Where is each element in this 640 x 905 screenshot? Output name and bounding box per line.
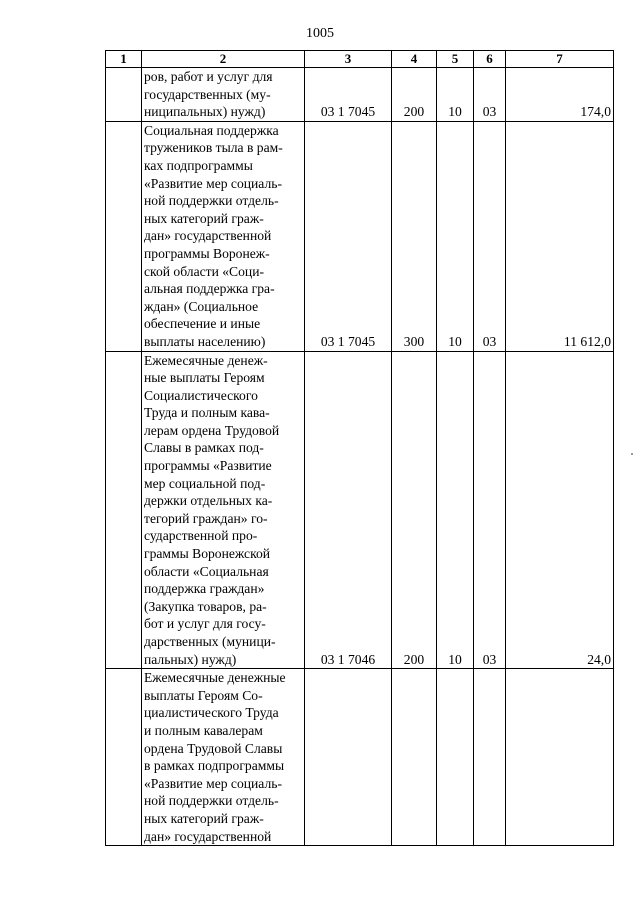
table-row: [106, 121, 614, 351]
description-line: ной поддержки отдель-: [144, 793, 279, 809]
description-line: ниципальных) нужд): [144, 104, 266, 120]
description-line: обеспечение и иные: [144, 316, 261, 332]
col5-cell: [437, 669, 474, 846]
description-cell: [142, 669, 305, 846]
description-line: (Закупка товаров, ра-: [144, 598, 267, 614]
description-line: бот и услуг для госу-: [144, 616, 266, 632]
description-line: дан» государственной: [144, 228, 272, 244]
description-cell: [142, 68, 305, 122]
description-line: государственных (му-: [144, 86, 271, 102]
col4-cell: [392, 669, 437, 846]
description-line: Труда и полным кава-: [144, 405, 270, 421]
col4-cell: 200: [392, 68, 437, 122]
amount-cell: [506, 669, 614, 846]
description-line: ров, работ и услуг для: [144, 69, 273, 84]
description-line: сударственной про-: [144, 528, 258, 544]
budget-table: [105, 50, 614, 846]
description-line: тружеников тыла в рам-: [144, 140, 283, 156]
description-line: области «Социальная: [144, 563, 269, 579]
row-number-cell: [106, 669, 142, 846]
row-number-cell: [106, 351, 142, 669]
table-row: [106, 351, 614, 669]
description-line: ской области «Соци-: [144, 263, 264, 279]
header-col-7: 7: [506, 51, 614, 68]
header-col-5: 5: [437, 51, 474, 68]
description-line: «Развитие мер социаль-: [144, 775, 282, 791]
description-line: ордена Трудовой Славы: [144, 740, 283, 756]
page-number: 1005: [306, 26, 334, 41]
description-line: Славы в рамках под-: [144, 440, 264, 456]
description-line: ных категорий граж-: [144, 810, 264, 826]
description-line: дан» государственной: [144, 828, 272, 844]
col6-cell: 03: [474, 68, 506, 122]
col5-cell: 10: [437, 351, 474, 669]
amount-cell: 174,0: [506, 68, 614, 122]
description-line: выплаты населению): [144, 333, 266, 349]
description-line: ной поддержки отдель-: [144, 193, 279, 209]
description-line: ждан» (Социальное: [144, 298, 259, 314]
description-line: держки отдельных ка-: [144, 493, 273, 509]
amount-cell: 11 612,0: [506, 121, 614, 351]
description-line: пальных) нужд): [144, 651, 237, 667]
col4-cell: 200: [392, 351, 437, 669]
description-line: Социалистического: [144, 387, 258, 403]
col6-cell: 03: [474, 121, 506, 351]
description-line: Ежемесячные денеж-: [144, 352, 268, 368]
description-line: тегорий граждан» го-: [144, 510, 268, 526]
col6-cell: 03: [474, 351, 506, 669]
code-cell: 03 1 7046: [305, 351, 392, 669]
description-line: Социальная поддержка: [144, 122, 279, 138]
header-col-2: 2: [142, 51, 305, 68]
row-number-cell: [106, 121, 142, 351]
code-cell: 03 1 7045: [305, 121, 392, 351]
code-cell: 03 1 7045: [305, 68, 392, 122]
description-line: ных категорий граж-: [144, 210, 264, 226]
table-row: [106, 669, 614, 846]
code-cell: [305, 669, 392, 846]
header-col-1: 1: [106, 51, 142, 68]
description-line: выплаты Героям Со-: [144, 687, 263, 703]
description-line: Ежемесячные денежные: [144, 670, 286, 686]
header-col-3: 3: [305, 51, 392, 68]
header-col-4: 4: [392, 51, 437, 68]
description-line: «Развитие мер социаль-: [144, 175, 282, 191]
description-line: программы Воронеж-: [144, 245, 270, 261]
description-line: граммы Воронежской: [144, 546, 271, 562]
description-line: программы «Развитие: [144, 458, 272, 474]
description-line: в рамках подпрограммы: [144, 758, 285, 774]
table-row: [106, 68, 614, 122]
description-line: циалистического Труда: [144, 705, 279, 721]
row-number-cell: [106, 68, 142, 122]
header-row: [106, 51, 614, 68]
description-line: и полным кавалерам: [144, 722, 263, 738]
col5-cell: 10: [437, 68, 474, 122]
amount-cell: 24,0: [506, 351, 614, 669]
description-line: ках подпрограммы: [144, 157, 253, 173]
description-line: мер социальной под-: [144, 475, 266, 491]
description-line: лерам ордена Трудовой: [144, 422, 280, 438]
description-cell: [142, 121, 305, 351]
header-col-6: 6: [474, 51, 506, 68]
description-line: ные выплаты Героям: [144, 370, 265, 386]
description-line: альная поддержка гра-: [144, 281, 275, 297]
description-line: поддержка граждан»: [144, 581, 265, 597]
scan-speck: [631, 453, 633, 455]
col6-cell: [474, 669, 506, 846]
description-cell: [142, 351, 305, 669]
col4-cell: 300: [392, 121, 437, 351]
col5-cell: 10: [437, 121, 474, 351]
description-line: дарственных (муници-: [144, 634, 276, 649]
